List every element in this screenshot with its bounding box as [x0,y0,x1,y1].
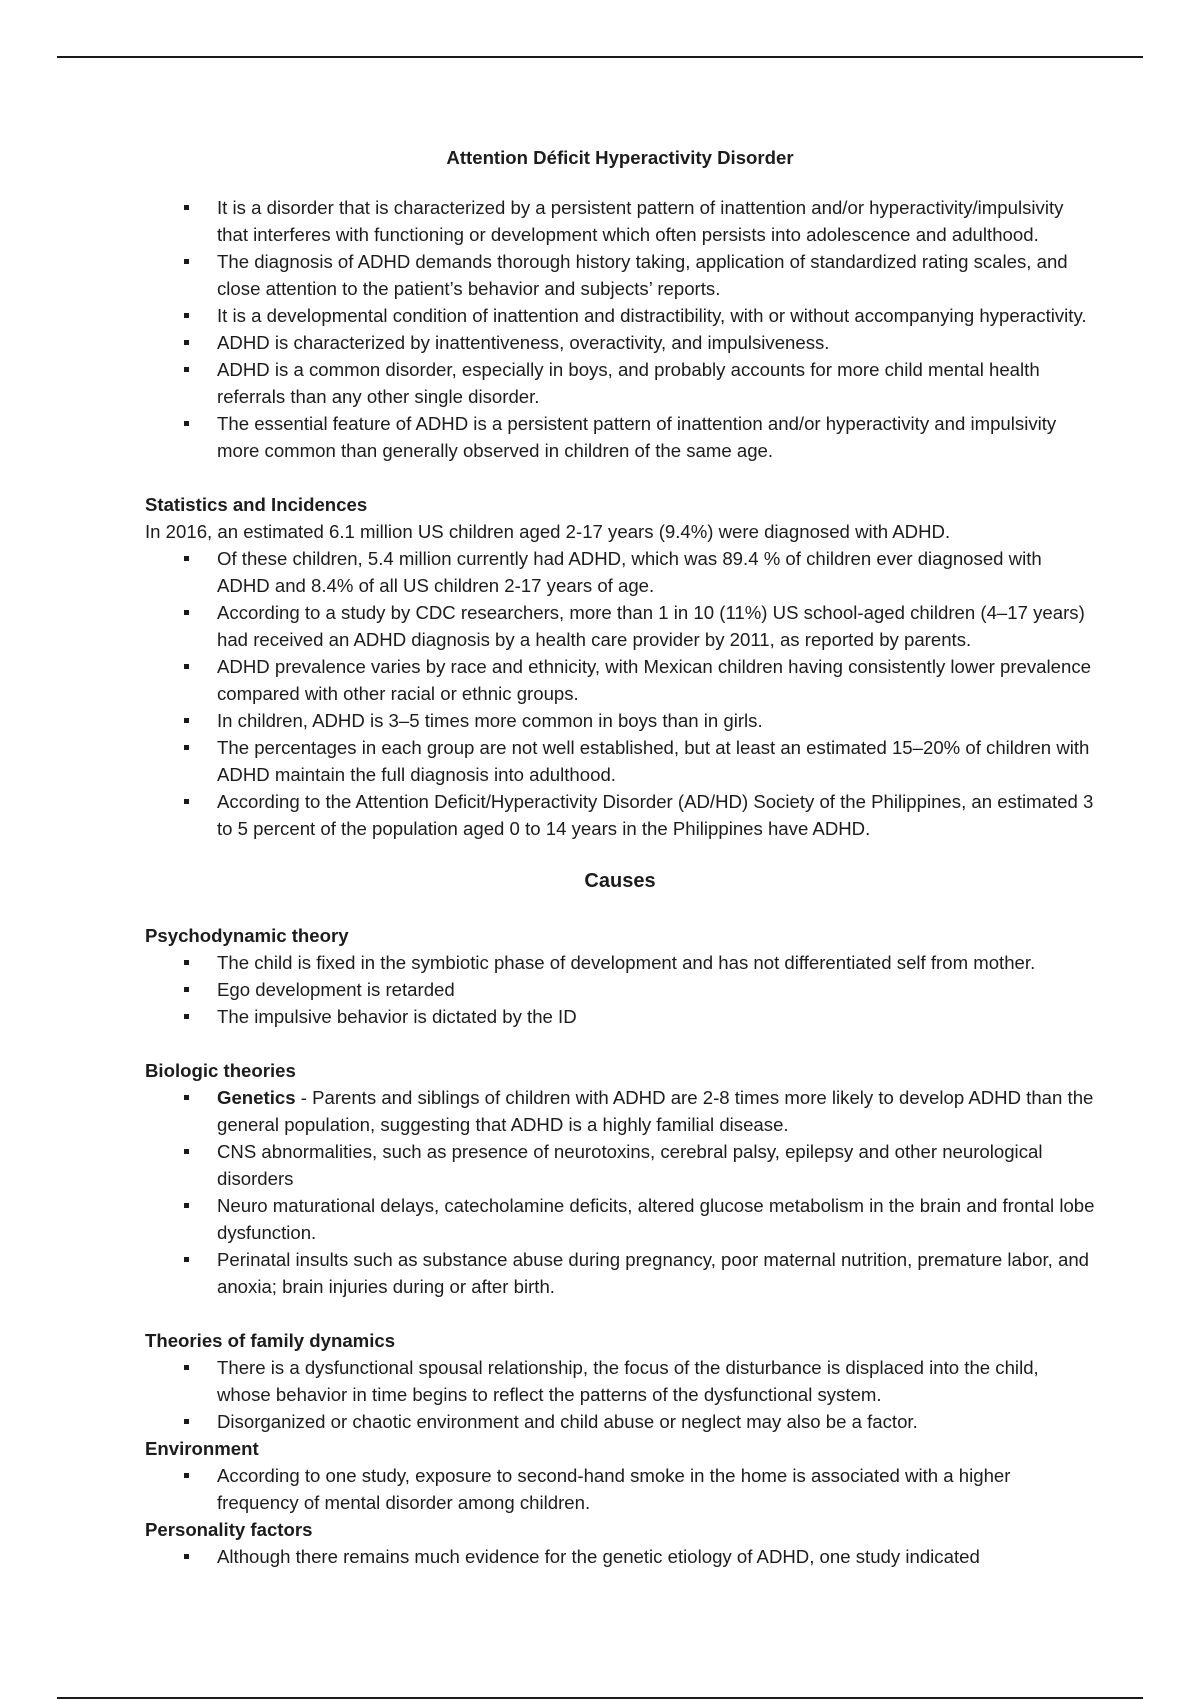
top-rule [57,56,1143,58]
list-item: According to the Attention Deficit/Hyperactivity Disorder (AD/HD) Society of the Philippines, an estimated 3 to 5 percent of the population aged 0 to 14 years in the Philippines have ADHD. [217,788,1095,842]
list-item: Neuro maturational delays, catecholamine deficits, altered glucose metabolism in the brain and frontal lobe dysfunction. [217,1192,1095,1246]
list-item: The child is fixed in the symbiotic phase of development and has not differentiated self from mother. [217,949,1095,976]
list-item: CNS abnormalities, such as presence of neurotoxins, cerebral palsy, epilepsy and other neurological disorders [217,1138,1095,1192]
list-item: It is a disorder that is characterized by a persistent pattern of inattention and/or hyperactivity/impulsivity that interferes with functioning or development which often persists into adolescence and adulthood. [217,194,1095,248]
environment-list [145,1462,1095,1516]
intro-list [145,194,1095,464]
genetics-label: Genetics [217,1087,296,1108]
list-item [217,1084,1095,1138]
list-item: The diagnosis of ADHD demands thorough history taking, application of standardized rating scales, and close attention to the patient’s behavior and subjects’ reports. [217,248,1095,302]
environment-heading: Environment [145,1438,259,1459]
bottom-rule [57,1697,1143,1699]
document-body [145,144,1095,1570]
personality-list [145,1543,1095,1570]
list-item: Ego development is retarded [217,976,1095,1003]
list-item: Although there remains much evidence for the genetic etiology of ADHD, one study indicated [217,1543,1095,1570]
list-item: Perinatal insults such as substance abuse during pregnancy, poor maternal nutrition, premature labor, and anoxia; brain injuries during or after birth. [217,1246,1095,1300]
list-item: It is a developmental condition of inattention and distractibility, with or without accompanying hyperactivity. [217,302,1095,329]
statistics-heading: Statistics and Incidences [145,494,368,515]
family-dynamics-heading: Theories of family dynamics [145,1330,396,1351]
list-item: ADHD prevalence varies by race and ethnicity, with Mexican children having consistently lower prevalence compared with other racial or ethnic groups. [217,653,1095,707]
list-item: The essential feature of ADHD is a persistent pattern of inattention and/or hyperactivity and impulsivity more common than generally observed in children of the same age. [217,410,1095,464]
list-item: In children, ADHD is 3–5 times more common in boys than in girls. [217,707,1095,734]
statistics-lead: In 2016, an estimated 6.1 million US children aged 2-17 years (9.4%) were diagnosed with ADHD. [145,521,951,542]
list-item: ADHD is characterized by inattentiveness, overactivity, and impulsiveness. [217,329,1095,356]
list-item: ADHD is a common disorder, especially in boys, and probably accounts for more child mental health referrals than any other single disorder. [217,356,1095,410]
list-item: According to one study, exposure to second-hand smoke in the home is associated with a higher frequency of mental disorder among children. [217,1462,1095,1516]
document-title: Attention Déficit Hyperactivity Disorder [446,147,794,168]
statistics-list [145,545,1095,842]
psychodynamic-heading: Psychodynamic theory [145,925,349,946]
list-item: Disorganized or chaotic environment and child abuse or neglect may also be a factor. [217,1408,1095,1435]
psychodynamic-list [145,949,1095,1030]
biologic-list [145,1084,1095,1300]
list-item: Of these children, 5.4 million currently had ADHD, which was 89.4 % of children ever diagnosed with ADHD and 8.4% of all US children 2-17 years of age. [217,545,1095,599]
causes-heading: Causes [584,870,656,892]
family-dynamics-list [145,1354,1095,1435]
list-item: The percentages in each group are not well established, but at least an estimated 15–20% of children with ADHD maintain the full diagnosis into adulthood. [217,734,1095,788]
list-item: There is a dysfunctional spousal relationship, the focus of the disturbance is displaced into the child, whose behavior in time begins to reflect the patterns of the dysfunctional system. [217,1354,1095,1408]
genetics-text: - Parents and siblings of children with ADHD are 2-8 times more likely to develop ADHD than the general population, suggesting that ADHD is a highly familial disease. [217,1087,1094,1135]
personality-heading: Personality factors [145,1519,313,1540]
list-item: According to a study by CDC researchers, more than 1 in 10 (11%) US school-aged children (4–17 years) had received an ADHD diagnosis by a health care provider by 2011, as reported by parents. [217,599,1095,653]
biologic-heading: Biologic theories [145,1060,296,1081]
list-item: The impulsive behavior is dictated by the ID [217,1003,1095,1030]
